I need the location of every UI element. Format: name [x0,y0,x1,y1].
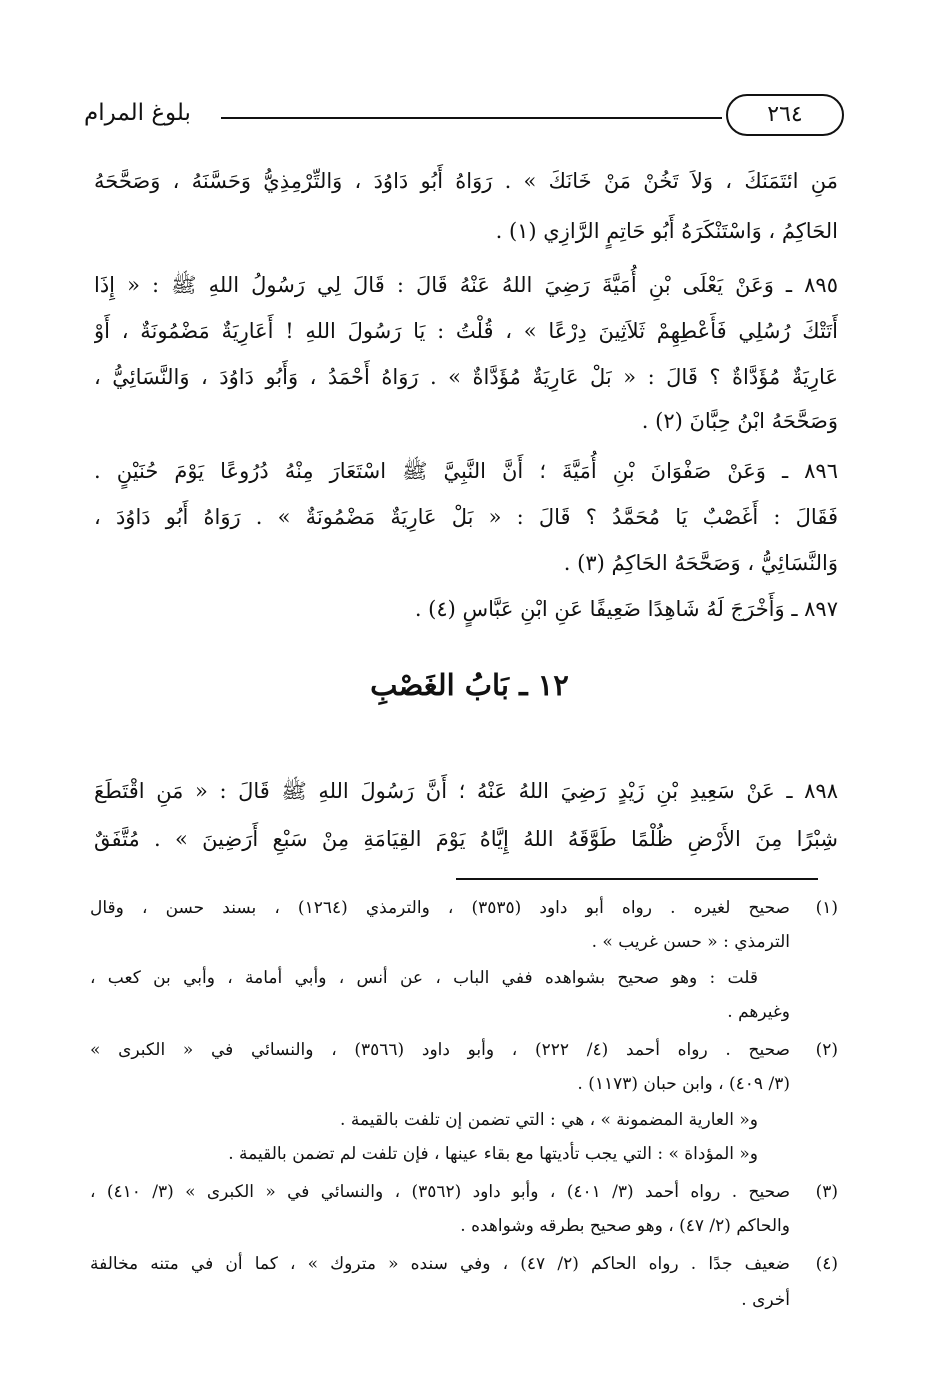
footnote-number: (٢) [815,1040,838,1060]
text-line: عَارِيَةٌ مُؤَدَّاةٌ ؟ قَالَ : « بَلْ عَارِيَةٌ مُؤَدَّاةٌ » . رَوَاهُ أَحْمَدُ ، وَأَبُو دَاوُدَ ، وَالنَّسَائِيُّ ، [94,365,838,389]
text-line: ٨٩٦ ـ وَعَنْ صَفْوَانَ بْنِ أُمَيَّةَ ؛ أَنَّ النَّبِيَّ ﷺ اسْتَعَارَ مِنْهُ دُرُوعًا يَوْمَ حُنَيْنٍ . [94,459,838,483]
footnote-text: ضعيف جدًا . رواه الحاكم (٢/ ٤٧) ، وفي سنده « متروك » ، كما أن في متنه مخالفة [90,1254,790,1274]
footnote-text: صحيح . رواه أحمد (٤/ ٢٢٢) ، وأبو داود (٣٥٦٦) ، والنسائي في « الكبرى » [90,1040,790,1060]
footnote-line [90,1034,838,1066]
footnote-separator [456,878,818,880]
chapter-title: ١٢ ـ بَابُ الغَصْبِ [370,668,569,702]
footnote-text: وغيرهم . [727,1002,790,1022]
footnote-line [90,1138,838,1170]
footnote-number: (١) [815,898,838,918]
footnote-number: (٤) [815,1254,838,1274]
text-line: مَنِ ائتَمَنَكَ ، وَلاَ تَخُنْ مَنْ خَانَكَ » . رَوَاهُ أَبُو دَاوُدَ ، وَالتِّرْمِذِيُّ وَحَسَّنَهُ ، وَصَحَّحَهُ [94,169,838,193]
text-line: ٨٩٨ ـ عَنْ سَعِيدِ بْنِ زَيْدٍ رَضِيَ اللهُ عَنْهُ ؛ أَنَّ رَسُولَ اللهِ ﷺ قَالَ : « مَنِ اقْتَطَعَ [94,779,838,803]
footnote-text: صحيح . رواه أحمد (٣/ ٤٠١) ، وأبو داود (٣٥٦٢) ، والنسائي في « الكبرى » (٣/ ٤١٠) ، [90,1182,790,1202]
text-line: وَالنَّسَائِيُّ ، وَصَحَّحَهُ الحَاكِمُ (٣) . [563,551,838,575]
footnote-line [90,926,838,958]
page-header [84,92,844,146]
footnote-text: و« العارية المضمونة » ، هي : التي تضمن إن تلفت بالقيمة . [340,1110,758,1130]
footnote-text: صحيح لغيره . رواه أبو داود (٣٥٣٥) ، والترمذي (١٢٦٤) ، بسند حسن ، وقال [90,898,790,918]
footnote-line [90,1284,838,1316]
footnote-text: أخرى . [741,1290,790,1310]
footnote-text: و« المؤداة » : التي يجب تأديتها مع بقاء عينها ، فإن تلفت لم تضمن بالقيمة . [228,1144,758,1164]
text-line: ٨٩٧ ـ وَأَخْرَجَ لَهُ شَاهِدًا ضَعِيفًا عَنِ ابْنِ عَبَّاسٍ (٤) . [414,597,838,621]
running-title: بلوغ المرام [84,100,191,126]
footnote-line [90,1248,838,1280]
footnote-text: قلت : وهو صحيح بشواهده ففي الباب ، عن أنس ، وأبي أمامة ، وأبي بن كعب ، [90,968,758,988]
header-rule [221,117,722,119]
text-line: ٨٩٥ ـ وَعَنْ يَعْلَى بْنِ أُمَيَّةَ رَضِيَ اللهُ عَنْهُ قَالَ : قَالَ لِي رَسُولُ اللهِ ﷺ : « إِذَا [94,273,838,297]
footnote-line [90,962,838,994]
footnote-line [90,1176,838,1208]
text-line: أَتَتْكَ رُسُلِي فَأَعْطِهِمْ ثَلاَثِينَ دِرْعًا » ، قُلْتُ : يَا رَسُولَ اللهِ ! أَعَارِيَةٌ مَضْمُونَةٌ ، أَوْ [94,319,838,343]
page-number: ٢٦٤ [726,94,844,136]
footnote-line [90,892,838,924]
footnote-number: (٣) [815,1182,838,1202]
footnote-line [90,1210,838,1242]
text-line: وَصَحَّحَهُ ابْنُ حِبَّانَ (٢) . [641,409,838,433]
text-line: شِبْرًا مِنَ الأَرْضِ ظُلْمًا طَوَّقَهُ اللهُ إِيَّاهُ يَوْمَ القِيَامَةِ مِنْ سَبْعِ أَرَضِينَ » . مُتَّفَقٌ [94,827,838,851]
footnote-text: (٣/ ٤٠٩) ، وابن حبان (١١٧٣) . [577,1074,790,1094]
footnote-line [90,1068,838,1100]
text-line: الحَاكِمُ ، وَاسْتَنْكَرَهُ أَبُو حَاتِمٍ الرَّازِي (١) . [495,219,838,243]
footnote-line [90,1104,838,1136]
text-line: فَقَالَ : أَغَصْبٌ يَا مُحَمَّدُ ؟ قَالَ : « بَلْ عَارِيَةٌ مَضْمُونَةٌ » . رَوَاهُ أَبُو دَاوُدَ ، [94,505,838,529]
footnote-text: الترمذي : « حسن غريب » . [591,932,790,952]
footnote-line [90,996,838,1028]
footnote-text: والحاكم (٢/ ٤٧) ، وهو صحيح بطرقه وشواهده . [460,1216,790,1236]
